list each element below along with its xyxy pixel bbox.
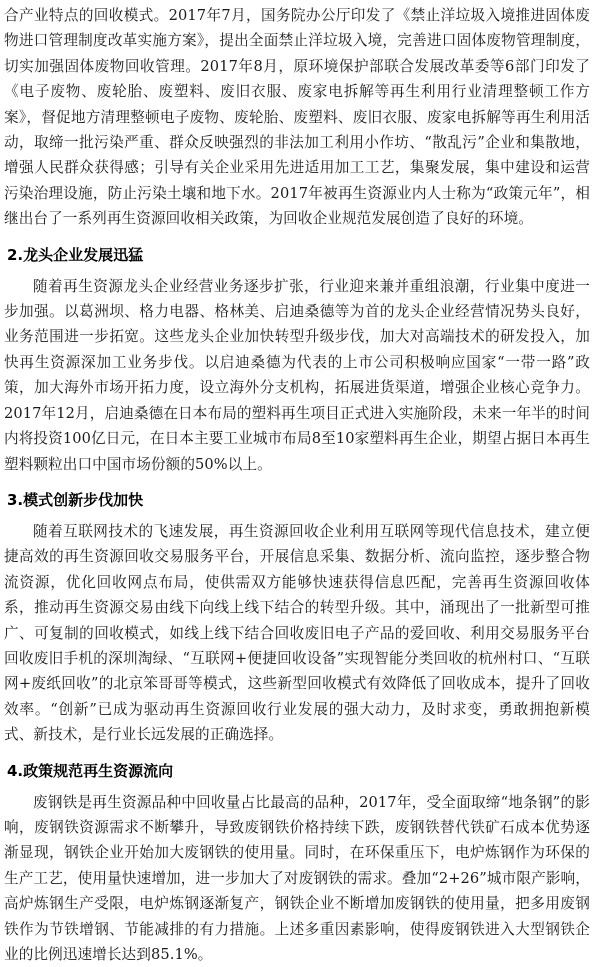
section-heading-model-innovation: 3.模式创新步伐加快 (7, 490, 144, 509)
section-heading-leading-enterprises: 2.龙头企业发展迅猛 (7, 245, 144, 264)
section-heading-policy-flow: 4.政策规范再生资源流向 (7, 761, 174, 780)
section-body-policy-flow: 废钢铁是再生资源品种中回收量占比最高的品种，2017年，受全面取缔“地条钢”的影响，废钢铁资源需求不断攀升，导致废钢铁价格持续下跌，废钢铁替代铁矿石成本优势逐渐显现，钢铁企业开始加大废钢铁的使用量。同时，在环保重压下，电炉炼钢作为环保的生产工艺，使用量快速增加，进一步加大了对废钢铁的需求。叠加“2+26”城市限产影响，高炉炼钢生产受限，电炉炼钢逐渐复产，钢铁企业不断增加废钢铁的使用量，把多用废钢铁作为节铁增钢、节能减排的有力措施。上述多重因素影响，使得废钢铁进入大型钢铁企业的比例迅速增长达到85.1%。 (4, 793, 590, 963)
section-body-leading-enterprises: 随着再生资源龙头企业经营业务逐步扩张，行业迎来兼并重组浪潮，行业集中度进一步加强。以葛洲坝、格力电器、格林美、启迪桑德等为首的龙头企业经营情况势头良好，业务范围进一步拓宽。这些龙头企业加快转型升级步伐，加大对高端技术的研发投入，加快再生资源深加工业务步伐。以启迪桑德为代表的上市公司积极响应国家“一带一路”政策，加大海外市场开拓力度，设立海外分支机构，拓展进货渠道，增强企业核心竞争力。2017年12月，启迪桑德在日本布局的塑料再生项目正式进入实施阶段，未来一年半的时间内将投资100亿日元，在日本主要工业城市布局8至10家塑料再生企业，期望占据日本再生塑料颗粒出口中国市场份额的50%以上。 (4, 277, 590, 473)
intro-paragraph: 合产业特点的回收模式。2017年7月，国务院办公厅印发了《禁止洋垃圾入境推进固体废物进口管理制度改革实施方案》，提出全面禁止洋垃圾入境，完善进口固体废物管理制度，切实加强固体废物回收管理。2017年8月，原环境保护部联合发展改革委等6部门印发了《电子废物、废轮胎、废塑料、废旧衣服、废家电拆解等再生利用行业清理整顿工作方案》，督促地方清理整顿电子废物、废轮胎、废塑料、废旧衣服、废家电拆解等再生利用活动，取缔一批污染严重、群众反映强烈的非法加工利用小作坊、“散乱污”企业和集散地，增强人民群众获得感；引导有关企业采用先进适用加工工艺，集聚发展，集中建设和运营污染治理设施，防止污染土壤和地下水。2017年被再生资源业内人士称为“政策元年”，相继出台了一系列再生资源回收相关政策，为回收企业规范发展创造了良好的环境。 (4, 7, 590, 228)
section-body-model-innovation: 随着互联网技术的飞速发展，再生资源回收企业利用互联网等现代信息技术，建立便捷高效的再生资源回收交易服务平台，开展信息采集、数据分析、流向监控，逐步整合物流资源，优化回收网点布局，使供需双方能够快速获得信息匹配，完善再生资源回收体系，推动再生资源交易由线下向线上线下结合的转型升级。其中，涌现出了一批新型可推广、可复制的回收模式，如线上线下结合回收废旧电子产品的爱回收、利用交易服务平台回收废旧手机的深圳淘绿、“互联网+便捷回收设备”实现智能分类回收的杭州村口、“互联网+废纸回收”的北京笨哥哥等模式，这些新型回收模式有效降低了回收成本，提升了回收效率。“创新”已成为驱动再生资源回收行业发展的强大动力，及时求变，勇敢拥抱新模式、新技术，是行业长远发展的正确选择。 (4, 522, 590, 744)
